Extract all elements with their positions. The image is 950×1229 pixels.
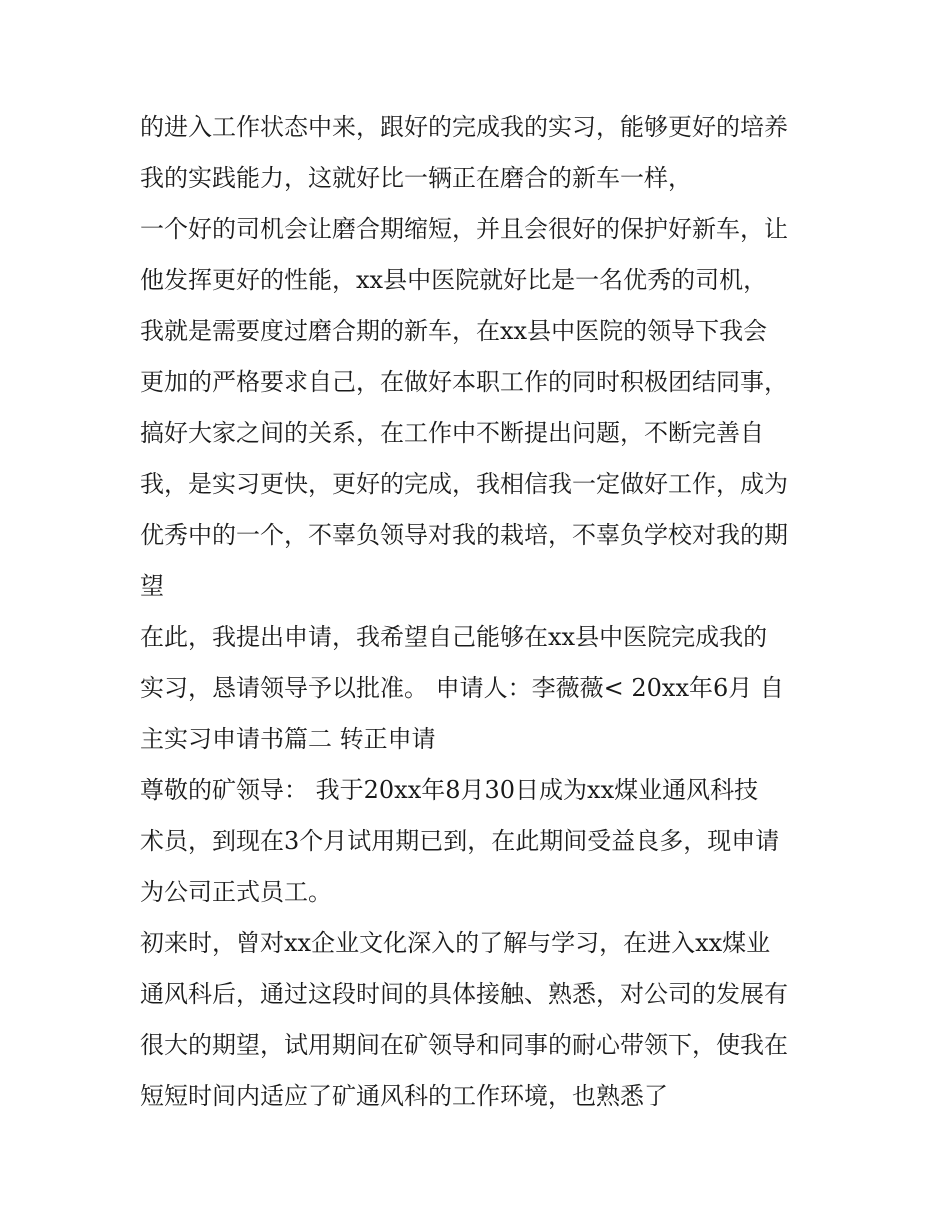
text-line: 术员，到现在3个月试用期已到，在此期间受益良多，现申请 <box>140 827 780 855</box>
text-line: 实习，恳请领导予以批准。 申请人：李薇薇< 20xx年6月 自 <box>140 674 784 702</box>
text-line: 我就是需要度过磨合期的新车，在xx县中医院的领导下我会 <box>140 317 768 345</box>
text-line: 我，是实习更快，更好的完成，我相信我一定做好工作，成为 <box>140 470 788 498</box>
section-heading: 主实习申请书篇二 转正申请 <box>140 725 436 753</box>
text-line: 尊敬的矿领导： 我于20xx年8月30日成为xx煤业通风科技 <box>140 776 759 804</box>
text-line: 一个好的司机会让磨合期缩短，并且会很好的保护好新车，让 <box>140 215 788 243</box>
text-line: 望 <box>140 572 164 600</box>
text-line: 优秀中的一个，不辜负领导对我的栽培，不辜负学校对我的期 <box>140 521 788 549</box>
text-line: 为公司正式员工。 <box>140 878 332 906</box>
text-line: 搞好大家之间的关系，在工作中不断提出问题，不断完善自 <box>140 419 764 447</box>
text-line: 他发挥更好的性能，xx县中医院就好比是一名优秀的司机， <box>140 266 768 294</box>
text-line: 我的实践能力，这就好比一辆正在磨合的新车一样， <box>140 164 692 192</box>
text-line: 很大的期望，试用期间在矿领导和同事的耐心带领下，使我在 <box>140 1031 788 1059</box>
text-line: 在此，我提出申请，我希望自己能够在xx县中医院完成我的 <box>140 623 768 651</box>
text-line: 通风科后，通过这段时间的具体接触、熟悉，对公司的发展有 <box>140 980 788 1008</box>
text-line: 初来时，曾对xx企业文化深入的了解与学习，在进入xx煤业 <box>140 929 771 957</box>
text-line: 更加的严格要求自己，在做好本职工作的同时积极团结同事， <box>140 368 788 396</box>
text-line: 短短时间内适应了矿通风科的工作环境，也熟悉了 <box>140 1082 668 1110</box>
document-body <box>140 102 820 1122</box>
text-line: 的进入工作状态中来，跟好的完成我的实习，能够更好的培养 <box>140 113 788 141</box>
